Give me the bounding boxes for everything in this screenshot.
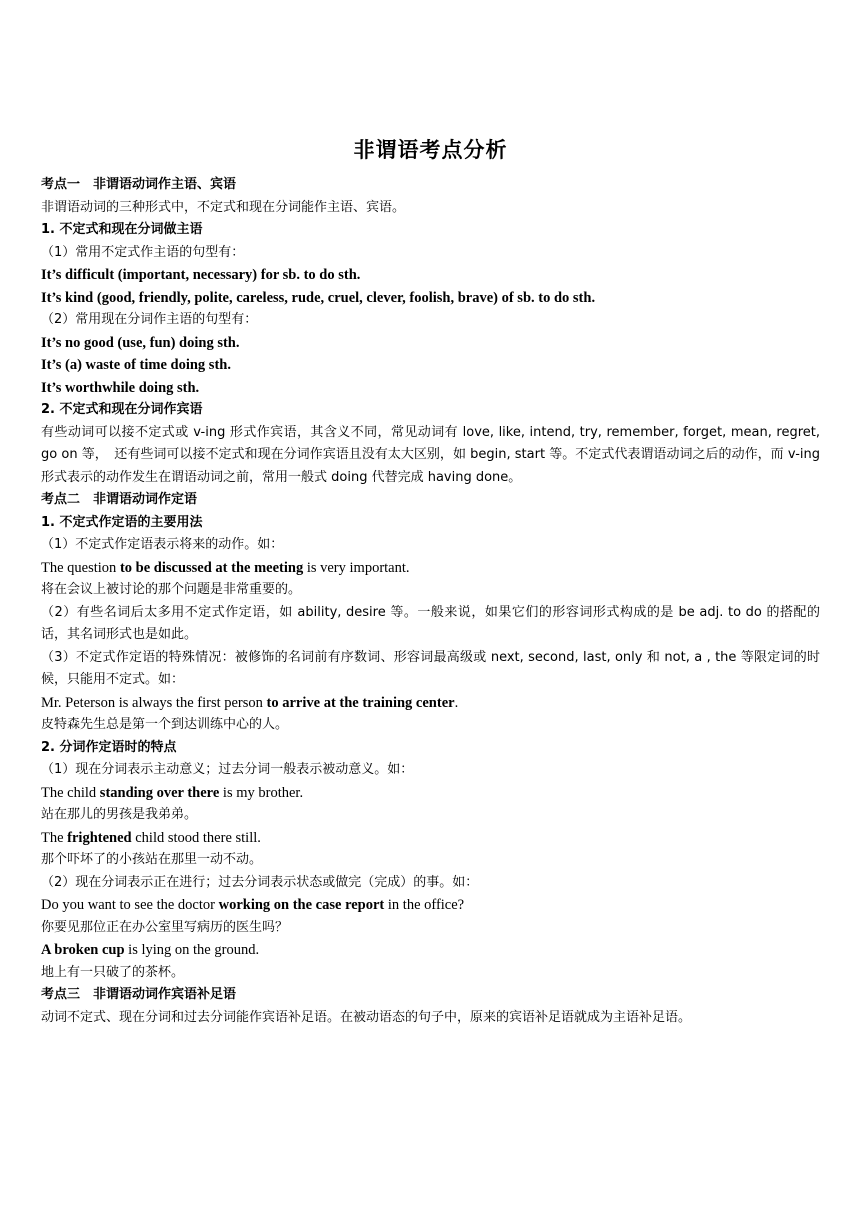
example-highlight: working on the case report — [218, 897, 385, 913]
subsection-heading: 2. 不定式和现在分词作宾语 — [41, 402, 203, 417]
example-text: The question — [41, 559, 120, 576]
section-heading-1: 考点一 非谓语动词作主语、宾语 — [41, 177, 237, 192]
example-text: . — [454, 694, 459, 711]
paragraph: 动词不定式、现在分词和过去分词能作宾语补足语。在被动语态的句子中，原来的宾语补足语就成为主语补足语。 — [41, 1009, 692, 1025]
example-text: Do you want to see the doctor — [41, 897, 219, 913]
subsection-heading: 2. 分词作定语时的特点 — [41, 739, 177, 755]
paragraph: （1）常用不定式作主语的句型有： — [41, 244, 245, 260]
example-sentence — [41, 692, 820, 715]
example-sentence — [41, 827, 820, 850]
example-translation: 你要见那位正在办公室里写病历的医生吗？ — [41, 919, 289, 935]
paragraph: （2）现在分词表示正在进行；过去分词表示状态或做完（完成）的事。如： — [41, 874, 479, 890]
example-highlight: to be discussed at the meeting — [119, 559, 304, 576]
example-highlight: standing over there — [99, 784, 220, 801]
section-heading-2: 考点二 非谓语动词作定语 — [41, 492, 198, 507]
example-text: child stood there still. — [131, 829, 261, 846]
subsection-heading: 1. 不定式和现在分词做主语 — [41, 222, 203, 237]
example-text: The child — [41, 784, 100, 801]
sentence-pattern: It’s difficult (important, necessary) for sb. to do sth. — [41, 267, 361, 283]
sentence-pattern: It’s no good (use, fun) doing sth. — [41, 334, 240, 351]
example-translation: 地上有一只破了的茶杯。 — [41, 964, 185, 980]
section-intro: 非谓语动词的三种形式中，不定式和现在分词能作主语、宾语。 — [41, 199, 406, 215]
example-highlight: frightened — [67, 829, 132, 846]
example-text: Mr. Peterson is always the first person — [41, 694, 267, 711]
example-sentence — [41, 557, 820, 580]
paragraph: （2）常用现在分词作主语的句型有： — [41, 312, 258, 327]
example-sentence — [41, 939, 820, 962]
example-translation: 那个吓坏了的小孩站在那里一动不动。 — [41, 852, 263, 867]
document-page — [41, 133, 820, 1029]
example-translation: 皮特森先生总是第一个到达训练中心的人。 — [41, 717, 289, 732]
example-highlight: to arrive at the training center — [266, 694, 455, 711]
sentence-pattern: It’s worthwhile doing sth. — [41, 379, 200, 396]
paragraph: 有些动词可以接不定式或 v-ing 形式作宾语，其含义不同，常见动词有 love, like, intend, try, remember, forget, mean, regret, go on 等， 还有些词可以接不定式和现在分词作宾语且没有太大区别，如 begin, start 等。不定式代表谓语动词之后的动作，而 v-ing 形式表示的动作发生在谓语动词之前，常用一般式 doing 代替完成 having done。 — [41, 424, 820, 485]
example-text: in the office? — [384, 897, 465, 913]
sentence-pattern: It’s kind (good, friendly, polite, careless, rude, cruel, clever, foolish, brave) of sb. to do sth. — [41, 289, 596, 306]
example-text: is very important. — [303, 559, 410, 576]
paragraph: （1）不定式作定语表示将来的动作。如： — [41, 537, 284, 552]
example-highlight: A broken cup — [41, 942, 125, 958]
sentence-pattern: It’s (a) waste of time doing sth. — [41, 357, 231, 373]
example-text: is lying on the ground. — [124, 942, 260, 958]
example-sentence — [41, 782, 820, 805]
example-translation: 将在会议上被讨论的那个问题是非常重要的。 — [41, 582, 302, 597]
page-title: 非谓语考点分析 — [353, 138, 508, 162]
subsection-heading: 1. 不定式作定语的主要用法 — [41, 514, 203, 530]
example-text: The — [41, 829, 68, 846]
paragraph: （3）不定式作定语的特殊情况：被修饰的名词前有序数词、形容词最高级或 next, second, last, only 和 not, a , the 等限定词的时候，只能用不定式。如： — [41, 649, 820, 687]
paragraph: （1）现在分词表示主动意义；过去分词一般表示被动意义。如： — [41, 762, 414, 777]
example-translation: 站在那儿的男孩是我弟弟。 — [41, 807, 198, 822]
example-text: is my brother. — [219, 784, 304, 801]
section-heading-3: 考点三 非谓语动词作宾语补足语 — [41, 987, 237, 1002]
paragraph: （2）有些名词后太多用不定式作定语，如 ability, desire 等。一般来说，如果它们的形容词形式构成的是 be adj. to do 的搭配的话，其名词形式也是如此。 — [41, 604, 820, 642]
example-sentence — [41, 894, 820, 917]
